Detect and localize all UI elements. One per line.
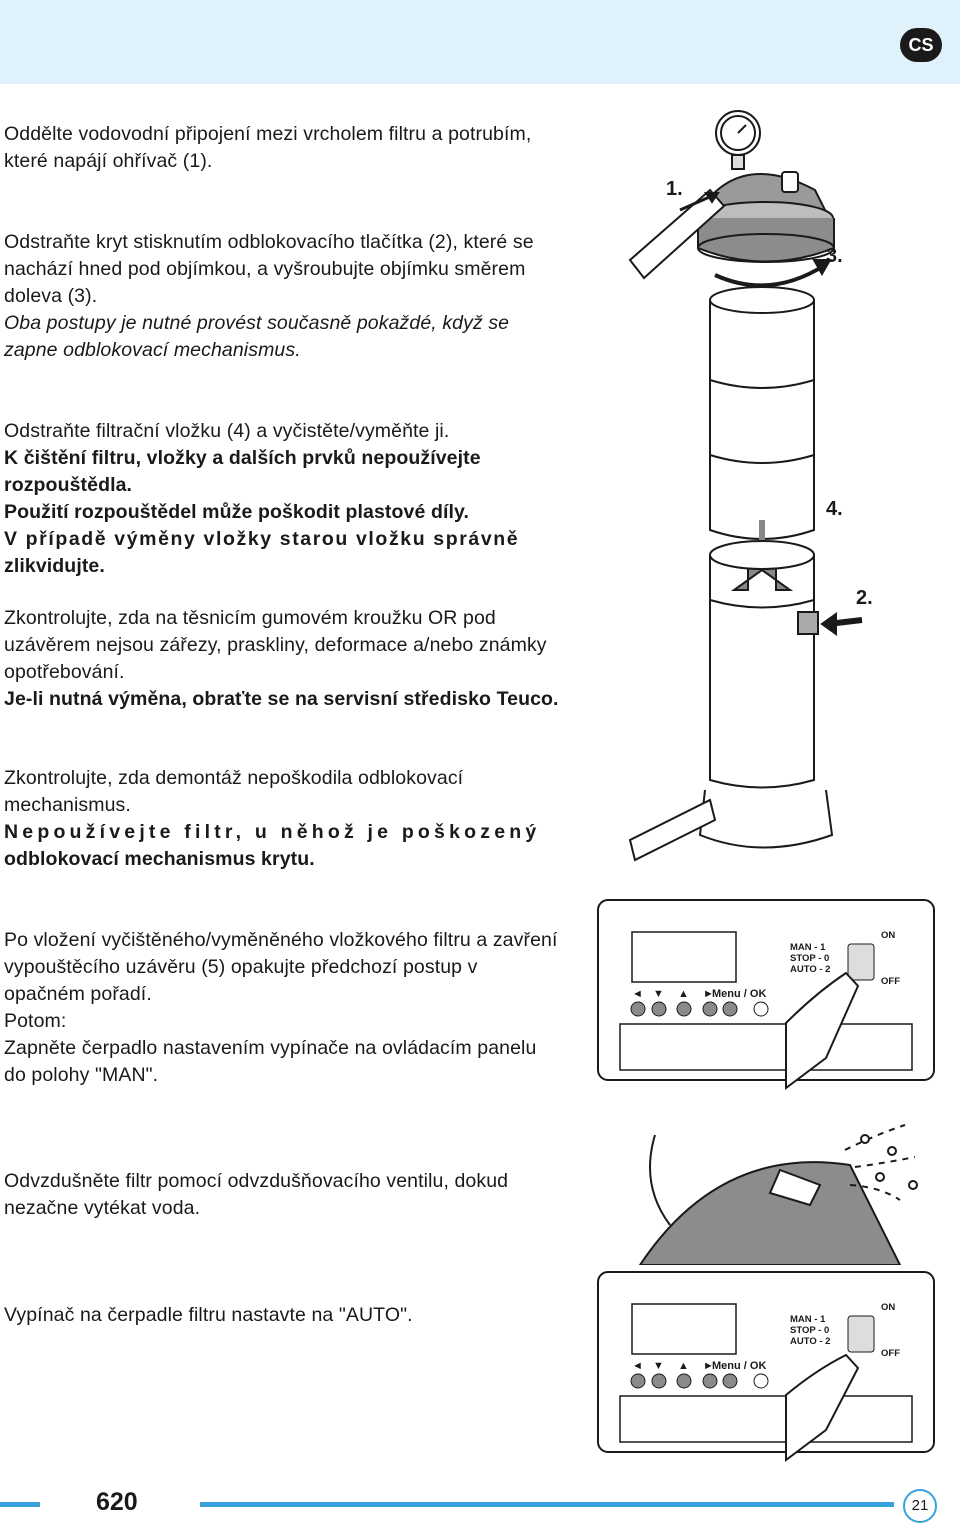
arrow-down-icon[interactable]: ▼ <box>653 988 664 1000</box>
arrow-left-icon[interactable]: ◄ <box>632 1360 643 1372</box>
warning-solvents: K čištění filtru, vložky a dalších prvků nepoužívejte rozpouštědla. <box>4 447 481 496</box>
warning-damaged-line2: odblokovací mechanismus krytu. <box>4 848 315 870</box>
switch-labels <box>790 942 830 975</box>
callout-4: 4. <box>826 498 843 520</box>
text-simultaneous-note: Oba postupy je nutné provést současně pokaždé, když se zapne odblokovací mechanismus. <box>4 312 510 361</box>
switch-auto-label: AUTO - 2 <box>790 1336 831 1347</box>
callout-3: 3. <box>826 245 843 267</box>
text-remove-cartridge: Odstraňte filtrační vložku (4) a vyčistěte/vyměňte ji. <box>4 420 450 442</box>
section-mechanism <box>4 765 560 873</box>
callout-2: 2. <box>856 587 873 609</box>
warning-dispose-line2: zlikvidujte. <box>4 555 105 577</box>
air-bleed-drawing <box>630 1105 930 1265</box>
switch-man-label: MAN - 1 <box>790 1314 826 1325</box>
text-then: Potom: <box>4 1010 67 1032</box>
warning-damaged-line1: Nepoužívejte filtr, u něhož je poškozený <box>4 821 541 843</box>
text-disconnect: Oddělte vodovodní připojení mezi vrcholem filtru a potrubím, které napájí ohřívač (1). <box>4 123 532 172</box>
header-bar <box>0 0 960 84</box>
arrow-down-icon[interactable]: ▼ <box>653 1360 664 1372</box>
section-bleed <box>4 1168 560 1222</box>
control-panel-man-figure <box>596 898 936 1100</box>
arrow-up-icon[interactable]: ▲ <box>678 988 689 1000</box>
switch-stop-label: STOP - 0 <box>790 953 830 964</box>
text-pump-man: Zapněte čerpadlo nastavením vypínače na ovládacím panelu do polohy "MAN". <box>4 1037 537 1086</box>
page-number: 21 <box>903 1489 937 1523</box>
language-badge: CS <box>900 28 942 62</box>
section-oring <box>4 605 560 713</box>
switch2-labels <box>790 1314 830 1347</box>
on-label: ON <box>881 930 896 941</box>
switch-man-label: MAN - 1 <box>790 942 826 953</box>
off-label: OFF <box>881 976 900 987</box>
switch-auto-label: AUTO - 2 <box>790 964 831 975</box>
control-panel-auto-figure <box>596 1270 936 1472</box>
text-remove-cover: Odstraňte kryt stisknutím odblokovacího tlačítka (2), které se nachází hned pod objímkou, a vyšroubujte objímku směrem doleva (3). <box>4 231 534 307</box>
air-bleed-figure <box>630 1105 930 1265</box>
switch-stop-label: STOP - 0 <box>790 1325 830 1336</box>
text-mechanism-check: Zkontrolujte, zda demontáž nepoškodila odblokovací mechanismus. <box>4 767 464 816</box>
arrow-up-icon[interactable]: ▲ <box>678 1360 689 1372</box>
menu-ok-label: Menu / OK <box>712 988 767 1000</box>
text-set-auto: Vypínač na čerpadle filtru nastavte na "AUTO". <box>4 1304 413 1326</box>
text-bleed-air: Odvzdušněte filtr pomocí odvzdušňovacího ventilu, dokud nezačne vytékat voda. <box>4 1170 509 1219</box>
on-label: ON <box>881 1302 896 1313</box>
menu-ok-label: Menu / OK <box>712 1360 767 1372</box>
text-oring-check: Zkontrolujte, zda na těsnicím gumovém kroužku OR pod uzávěrem nejsou zářezy, praskliny, deformace a/nebo známky opotřebování. <box>4 607 547 683</box>
filter-drawing <box>600 100 900 890</box>
section-remove-cover <box>4 229 560 364</box>
off-label: OFF <box>881 1348 900 1359</box>
model-number: 620 <box>96 1488 138 1516</box>
section-auto <box>4 1302 560 1329</box>
filter-illustration <box>600 100 900 890</box>
footer-line-right <box>200 1502 894 1507</box>
warning-plastic-damage: Použití rozpouštědel může poškodit plastové díly. <box>4 501 470 523</box>
arrow-right-icon[interactable]: ► <box>703 1360 714 1372</box>
warning-dispose-line1: V případě výměny vložky starou vložku správně <box>4 528 520 550</box>
footer-line-left <box>0 1502 40 1507</box>
section-reassemble <box>4 927 560 1089</box>
callout-1: 1. <box>666 178 683 200</box>
arrow-left-icon[interactable]: ◄ <box>632 988 643 1000</box>
text-reassemble: Po vložení vyčištěného/vyměněného vložkového filtru a zavření vypouštěcího uzávěru (5) opakujte předchozí postup v opačném pořadí. <box>4 929 558 1005</box>
section-disconnect <box>4 121 560 175</box>
arrow-right-icon[interactable]: ► <box>703 988 714 1000</box>
section-cartridge <box>4 418 560 580</box>
text-service-center: Je-li nutná výměna, obraťte se na servisní středisko Teuco. <box>4 688 559 710</box>
